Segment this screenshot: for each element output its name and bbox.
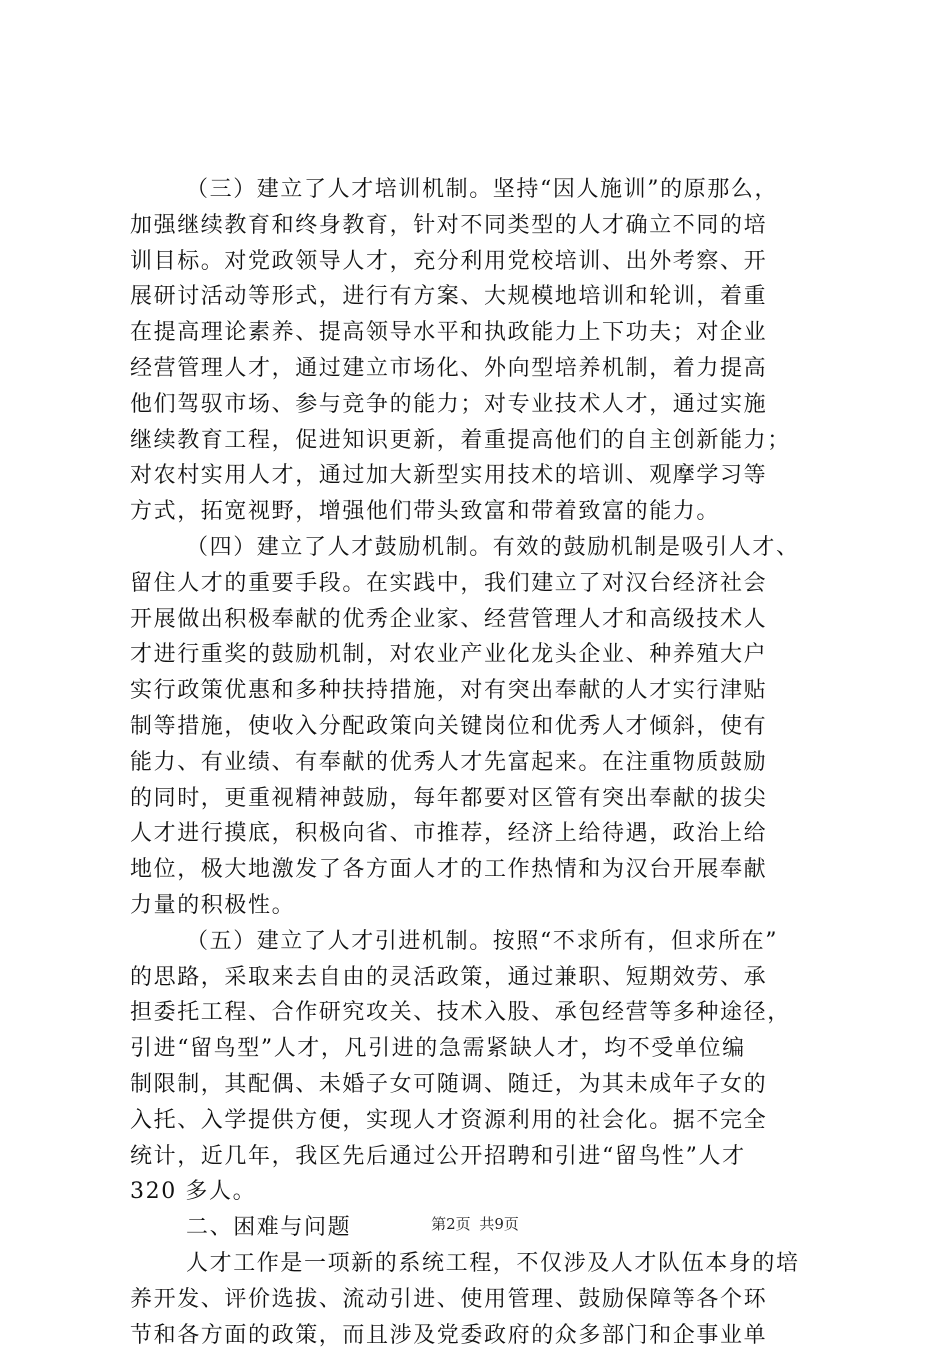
paragraph-line: 继续教育工程，促进知识更新，着重提高他们的自主创新能力； <box>130 423 830 459</box>
paragraph-line: 实行政策优惠和多种扶持措施，对有突出奉献的人才实行津贴 <box>130 673 830 709</box>
paragraph-line: 人才进行摸底，积极向省、市推荐，经济上给待遇，政治上给 <box>130 816 830 852</box>
paragraph-line: 加强继续教育和终身教育，针对不同类型的人才确立不同的培 <box>130 208 830 244</box>
paragraph-line: 的同时，更重视精神鼓励，每年都要对区管有突出奉献的拔尖 <box>130 781 830 817</box>
section-heading: 二、困难与问题 <box>130 1210 830 1246</box>
paragraph-line: 才进行重奖的鼓励机制，对农业产业化龙头企业、种养殖大户 <box>130 637 830 673</box>
paragraph-line: 担委托工程、合作研究攻关、技术入股、承包经营等多种途径， <box>130 995 830 1031</box>
paragraph-line: 制等措施，使收入分配政策向关键岗位和优秀人才倾斜，使有 <box>130 709 830 745</box>
paragraph-line: （三）建立了人才培训机制。坚持“因人施训”的原那么， <box>130 172 830 208</box>
paragraph-line: 能力、有业绩、有奉献的优秀人才先富起来。在注重物质鼓励 <box>130 745 830 781</box>
body-text <box>130 172 830 1353</box>
paragraph-line: 对农村实用人才，通过加大新型实用技术的培训、观摩学习等 <box>130 458 830 494</box>
paragraph-line: （五）建立了人才引进机制。按照“不求所有，但求所在” <box>130 924 830 960</box>
paragraph-line: 开展做出积极奉献的优秀企业家、经营管理人才和高级技术人 <box>130 602 830 638</box>
paragraph-line: （四）建立了人才鼓励机制。有效的鼓励机制是吸引人才、 <box>130 530 830 566</box>
paragraph-line: 的思路，采取来去自由的灵活政策，通过兼职、短期效劳、承 <box>130 960 830 996</box>
paragraph-line: 他们驾驭市场、参与竞争的能力；对专业技术人才，通过实施 <box>130 387 830 423</box>
paragraph-line: 方式，拓宽视野，增强他们带头致富和带着致富的能力。 <box>130 494 830 530</box>
paragraph-line: 引进“留鸟型”人才，凡引进的急需紧缺人才，均不受单位编 <box>130 1031 830 1067</box>
paragraph-line: 地位，极大地激发了各方面人才的工作热情和为汉台开展奉献 <box>130 852 830 888</box>
paragraph-line: 留住人才的重要手段。在实践中，我们建立了对汉台经济社会 <box>130 566 830 602</box>
paragraph-line: 节和各方面的政策，而且涉及党委政府的众多部门和企事业单 <box>130 1318 830 1353</box>
paragraph-line: 入托、入学提供方便，实现人才资源利用的社会化。据不完全 <box>130 1103 830 1139</box>
paragraph-line: 经营管理人才，通过建立市场化、外向型培养机制，着力提高 <box>130 351 830 387</box>
paragraph-line: 统计，近几年，我区先后通过公开招聘和引进“留鸟性”人才 <box>130 1139 830 1175</box>
paragraph-line: 展研讨活动等形式，进行有方案、大规模地培训和轮训，着重 <box>130 279 830 315</box>
paragraph-line: 力量的积极性。 <box>130 888 830 924</box>
paragraph-line: 人才工作是一项新的系统工程，不仅涉及人才队伍本身的培 <box>130 1246 830 1282</box>
paragraph-line: 养开发、评价选拔、流动引进、使用管理、鼓励保障等各个环 <box>130 1282 830 1318</box>
page-number: 第2页 <box>431 1215 471 1233</box>
paragraph-line: 320 多人。 <box>130 1174 830 1210</box>
paragraph-line: 在提高理论素养、提高领导水平和执政能力上下功夫；对企业 <box>130 315 830 351</box>
page-total: 共9页 <box>479 1215 519 1233</box>
paragraph-line: 训目标。对党政领导人才，充分利用党校培训、出外考察、开 <box>130 244 830 280</box>
page-footer <box>0 1213 950 1234</box>
paragraph-line: 制限制，其配偶、未婚子女可随调、随迁，为其未成年子女的 <box>130 1067 830 1103</box>
